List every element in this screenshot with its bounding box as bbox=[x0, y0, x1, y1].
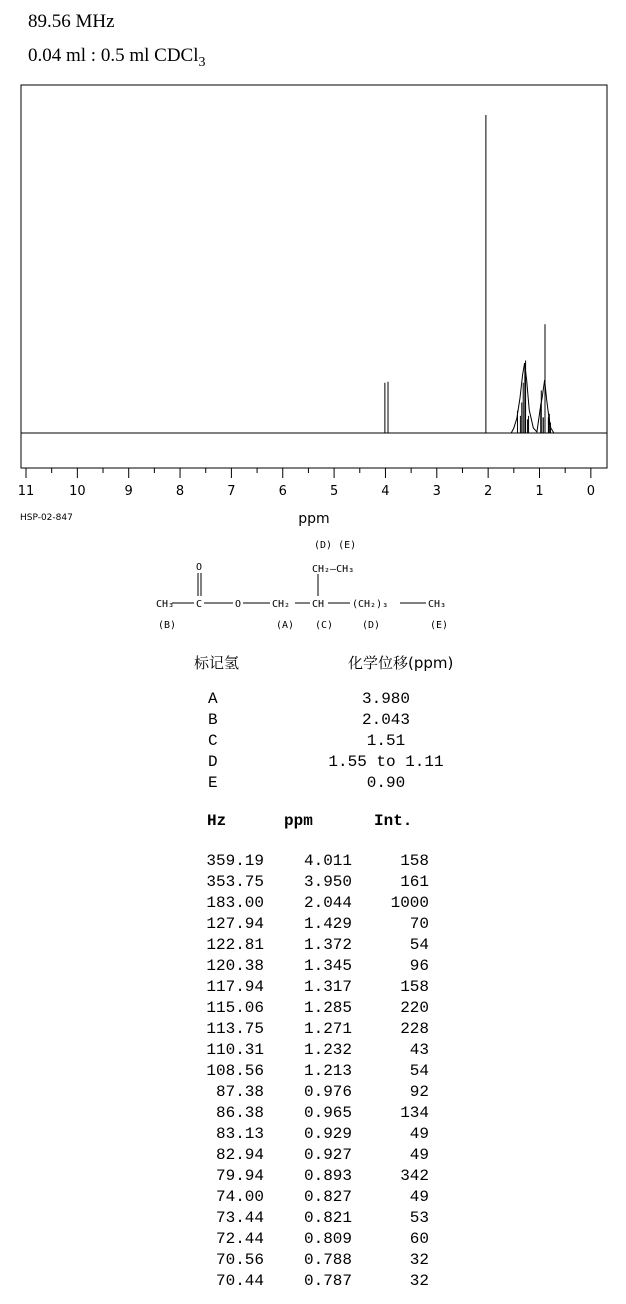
peak-int: 54 bbox=[409, 1062, 429, 1080]
x-tick-label: 1 bbox=[535, 484, 544, 499]
peak-int: 161 bbox=[400, 873, 429, 891]
peak-hz: 82.94 bbox=[215, 1146, 264, 1164]
x-tick-label: 8 bbox=[175, 484, 185, 499]
sample-text: 0.04 ml : 0.5 ml CDCl bbox=[28, 45, 199, 66]
peak-ppm: 0.821 bbox=[303, 1209, 352, 1227]
label-c: (C) bbox=[315, 620, 334, 631]
x-tick-label: 10 bbox=[69, 484, 86, 499]
assignment-shift: 1.51 bbox=[366, 732, 406, 750]
peak-int: 49 bbox=[409, 1125, 429, 1143]
peak-hz: 74.00 bbox=[215, 1188, 264, 1206]
chain-ester-o: O bbox=[235, 599, 242, 610]
carbonyl-oxygen: O bbox=[196, 562, 203, 573]
chain-ch2: CH₂ bbox=[272, 599, 291, 610]
axis-ticks bbox=[26, 468, 591, 478]
peak-ppm: 1.372 bbox=[303, 936, 352, 954]
label-b: (B) bbox=[158, 620, 177, 631]
peak-hz: 79.94 bbox=[215, 1167, 264, 1185]
x-axis-label: ppm bbox=[298, 511, 330, 527]
x-tick-label: 6 bbox=[278, 484, 287, 499]
molecule-structure bbox=[150, 536, 470, 636]
chain-ch: CH bbox=[312, 599, 325, 610]
chain-ch2-repeat: (CH₂)₃ bbox=[352, 599, 389, 610]
peak-hz: 72.44 bbox=[215, 1230, 264, 1248]
peak-hz: 117.94 bbox=[206, 978, 264, 996]
structure-top-labels: (D) (E) bbox=[314, 540, 357, 551]
assignment-label: D bbox=[208, 753, 218, 771]
assignment-label: E bbox=[208, 774, 218, 792]
peak-marks bbox=[385, 115, 554, 433]
peak-int: 342 bbox=[400, 1167, 429, 1185]
peak-hz: 86.38 bbox=[215, 1104, 264, 1122]
chain-ch3: CH₃ bbox=[156, 599, 175, 610]
sample-subscript: 3 bbox=[198, 54, 206, 70]
assignment-label: A bbox=[208, 690, 218, 708]
assignment-shift: 3.980 bbox=[361, 690, 410, 708]
peak-ppm: 1.345 bbox=[303, 957, 352, 975]
peak-ppm: 1.232 bbox=[303, 1041, 352, 1059]
peak-hz: 108.56 bbox=[206, 1062, 264, 1080]
peak-hz: 120.38 bbox=[206, 957, 264, 975]
peak-ppm: 1.429 bbox=[303, 915, 352, 933]
peak-ppm: 1.213 bbox=[303, 1062, 352, 1080]
peak-ppm: 0.788 bbox=[303, 1251, 352, 1269]
structure-branch: CH₂—CH₃ bbox=[312, 564, 355, 575]
peak-int: 43 bbox=[409, 1041, 429, 1059]
peak-hz: 183.00 bbox=[206, 894, 264, 912]
spectrometer-frequency: 89.56 MHz bbox=[28, 11, 115, 32]
x-tick-label: 3 bbox=[432, 484, 441, 499]
peak-int: 1000 bbox=[390, 894, 429, 912]
peak-hz: 70.56 bbox=[215, 1251, 264, 1269]
peak-int: 32 bbox=[409, 1251, 429, 1269]
label-e: (E) bbox=[430, 620, 449, 631]
peak-int: 54 bbox=[409, 936, 429, 954]
assignment-col-shift-header: 化学位移(ppm) bbox=[348, 654, 454, 672]
peak-ppm: 0.787 bbox=[303, 1272, 352, 1290]
peak-int: 60 bbox=[409, 1230, 429, 1248]
assignment-shift: 2.043 bbox=[361, 711, 410, 729]
peak-header-int: Int. bbox=[374, 812, 413, 830]
peak-int: 49 bbox=[409, 1146, 429, 1164]
peak-ppm: 3.950 bbox=[303, 873, 352, 891]
label-d: (D) bbox=[362, 620, 381, 631]
assignment-label: B bbox=[208, 711, 218, 729]
x-tick-label: 0 bbox=[586, 484, 595, 499]
peak-hz: 70.44 bbox=[215, 1272, 264, 1290]
peak-int: 32 bbox=[409, 1272, 429, 1290]
peak-ppm: 1.271 bbox=[303, 1020, 352, 1038]
axis-tick-labels bbox=[18, 484, 595, 499]
peak-ppm: 0.809 bbox=[303, 1230, 352, 1248]
peak-hz: 113.75 bbox=[206, 1020, 264, 1038]
x-tick-label: 2 bbox=[484, 484, 493, 499]
peak-header-hz: Hz bbox=[207, 812, 227, 830]
x-tick-label: 7 bbox=[227, 484, 236, 499]
peak-int: 220 bbox=[400, 999, 429, 1017]
peak-hz: 73.44 bbox=[215, 1209, 264, 1227]
spectrum-code: HSP-02-847 bbox=[20, 513, 73, 523]
peak-header-ppm: ppm bbox=[284, 812, 313, 830]
peak-ppm: 0.929 bbox=[303, 1125, 352, 1143]
peak-int: 96 bbox=[409, 957, 429, 975]
x-tick-label: 9 bbox=[124, 484, 133, 499]
peak-hz: 87.38 bbox=[215, 1083, 264, 1101]
peak-int: 228 bbox=[400, 1020, 429, 1038]
assignment-shift: 0.90 bbox=[366, 774, 406, 792]
chain-carbonyl-c: C bbox=[196, 599, 203, 610]
peak-hz: 127.94 bbox=[206, 915, 264, 933]
peak-hz: 115.06 bbox=[206, 999, 264, 1017]
peak-ppm: 1.285 bbox=[303, 999, 352, 1017]
sample-description bbox=[28, 45, 206, 71]
x-tick-label: 11 bbox=[17, 484, 35, 499]
peak-int: 158 bbox=[400, 852, 429, 870]
x-tick-label: 4 bbox=[381, 484, 390, 499]
chain-terminal-ch3: CH₃ bbox=[428, 599, 447, 610]
peak-ppm: 0.827 bbox=[303, 1188, 352, 1206]
peak-ppm: 1.317 bbox=[303, 978, 352, 996]
peak-int: 158 bbox=[400, 978, 429, 996]
peak-int: 49 bbox=[409, 1188, 429, 1206]
nmr-spectrum-chart bbox=[0, 80, 626, 530]
assignment-label: C bbox=[208, 732, 218, 750]
peak-hz: 359.19 bbox=[206, 852, 264, 870]
peak-int: 53 bbox=[409, 1209, 429, 1227]
peak-int: 70 bbox=[409, 915, 429, 933]
peak-hz: 110.31 bbox=[206, 1041, 264, 1059]
peak-ppm: 4.011 bbox=[303, 852, 352, 870]
peak-ppm: 0.976 bbox=[303, 1083, 352, 1101]
label-a: (A) bbox=[276, 620, 295, 631]
peak-int: 134 bbox=[400, 1104, 429, 1122]
peak-ppm: 0.893 bbox=[303, 1167, 352, 1185]
peak-ppm: 2.044 bbox=[303, 894, 352, 912]
peak-hz: 353.75 bbox=[206, 873, 264, 891]
plot-frame bbox=[21, 85, 607, 468]
assignment-col-label-header: 标记氢 bbox=[194, 654, 240, 672]
x-tick-label: 5 bbox=[329, 484, 339, 499]
peak-int: 92 bbox=[409, 1083, 429, 1101]
peak-hz: 122.81 bbox=[206, 936, 264, 954]
peak-ppm: 0.927 bbox=[303, 1146, 352, 1164]
assignment-shift: 1.55 to 1.11 bbox=[328, 753, 444, 771]
peak-hz: 83.13 bbox=[215, 1125, 264, 1143]
peak-ppm: 0.965 bbox=[303, 1104, 352, 1122]
